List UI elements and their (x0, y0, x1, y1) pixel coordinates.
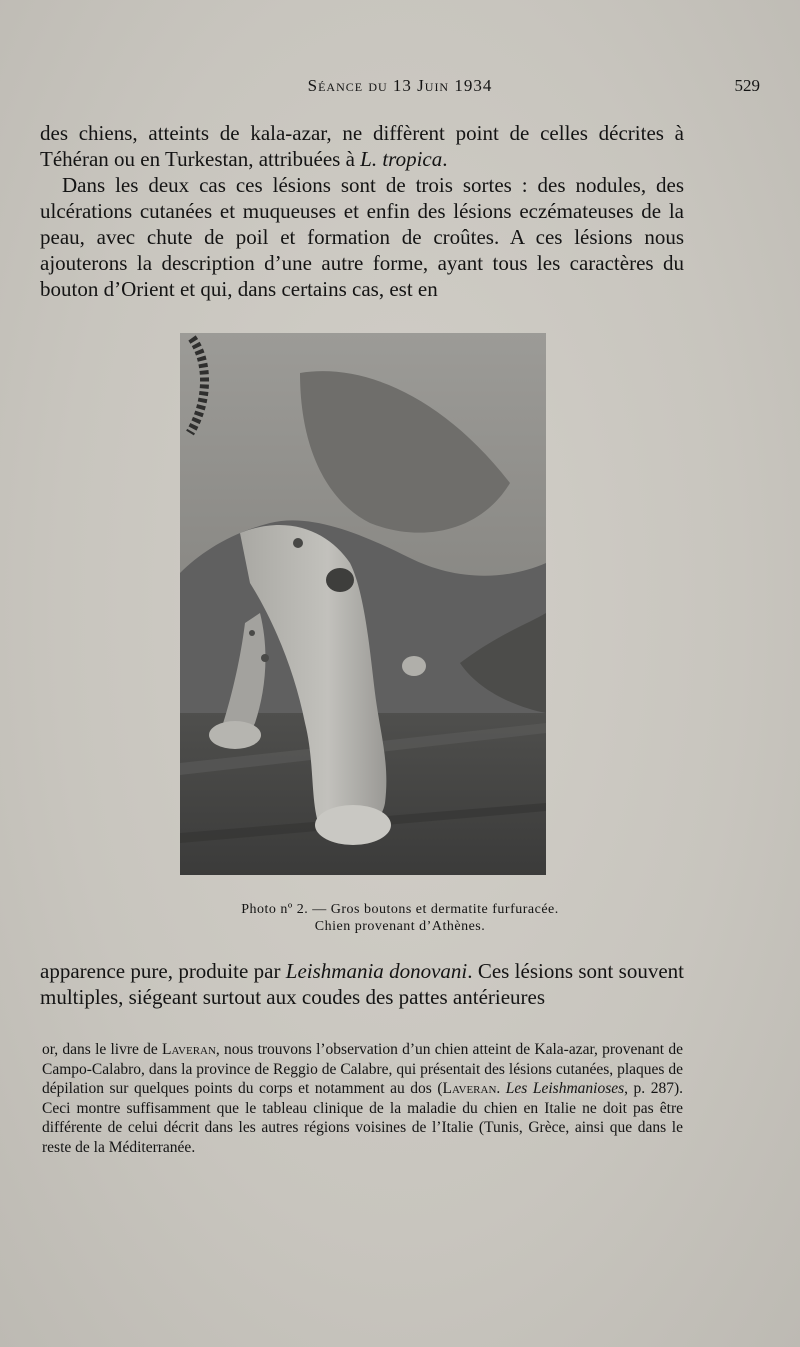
footnote-text-c: . (496, 1080, 506, 1097)
dog-leg-photograph (180, 333, 546, 875)
page-header (40, 76, 760, 100)
paragraph-2 (40, 958, 684, 1010)
species-name-donovani: Leishmania donovani (285, 959, 468, 983)
footnote-paragraph (42, 1040, 683, 1157)
paragraph-2-text-a: apparence pure, produite par (40, 959, 286, 983)
book-title: Les Leishmanioses (505, 1080, 625, 1097)
running-title: Séance du 13 Juin 1934 (307, 76, 493, 95)
footnote-text-b: , nous trouvons l’observation d’un chien atteint de Kala-azar, provenant de Campo-Calabro, dans la province de Reggio de Calabre, qui présentait des lésions cutanées, plaques de dépilation sur quelques points du corps et notamment au dos ( (42, 1041, 683, 1097)
footnote-text-a: or, dans le livre de (42, 1041, 163, 1058)
photo-illustration (180, 333, 546, 875)
author-name: Laveran (162, 1041, 216, 1058)
paragraph-1 (40, 120, 684, 302)
species-name-tropica: L. tropica (360, 147, 443, 171)
footnote-text-d: , p. 287). Ceci montre suffisamment que le tableau clinique de la maladie du chien en Italie ne doit pas être différente de celui décrit dans les autres régions voisines de l’Italie (Tunis, Grèce, ainsi que dans le reste de la Méditerranée. (42, 1080, 683, 1156)
figure-caption-line-1: Photo nº 2. — Gros boutons et dermatite furfuracée. (241, 902, 559, 917)
author-name-citation: Laveran (442, 1080, 497, 1097)
page-number: 529 (734, 76, 760, 95)
figure-caption-line-2: Chien provenant d’Athènes. (314, 919, 486, 934)
paragraph-1-text-a: des chiens, atteints de kala-azar, ne diffèrent point de celles décrites à Téhéran ou en Turkestan, attribuées à (40, 121, 684, 171)
paragraph-2-text-b: . Ces lésions sont souvent multiples, siégeant surtout aux coudes des pattes antérieures (40, 959, 684, 1009)
paragraph-1-text-b: Dans les deux cas ces lésions sont de trois sortes : des nodules, des ulcérations cutanées et muqueuses et enfin des lésions eczémateuses de la peau, avec chute de poil et formation de croûtes. A ces lésions nous ajouterons la description d’une autre forme, ayant tous les caractères du bouton d’Orient et qui, dans certains cas, est en (40, 173, 684, 301)
paragraph-1-text-a-end: . (442, 147, 448, 171)
